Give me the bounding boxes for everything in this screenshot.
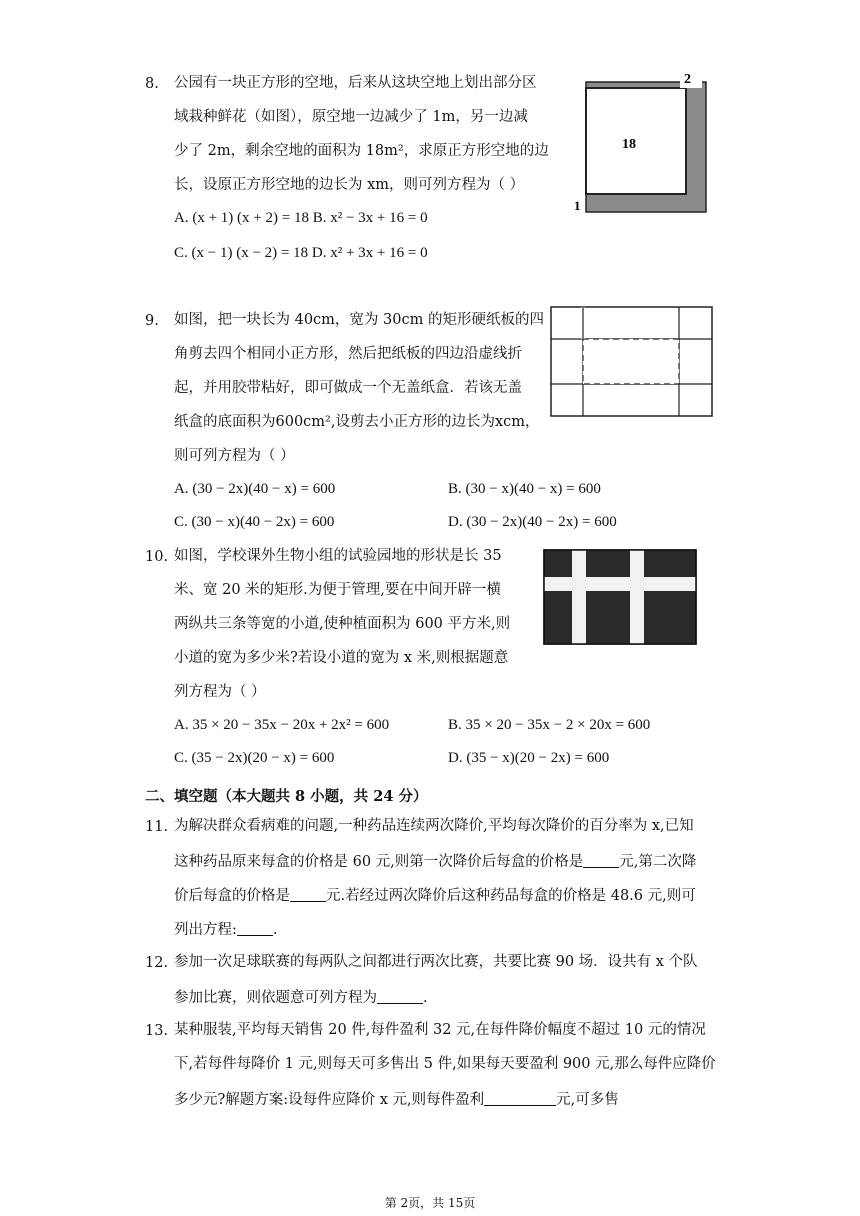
question-12-line-2-end: . bbox=[423, 990, 428, 1006]
question-9-option-c: C. (30 − x)(40 − 2x) = 600 bbox=[174, 514, 335, 530]
question-9-option-a: A. (30 − 2x)(40 − x) = 600 bbox=[174, 481, 336, 497]
question-9-text-line-3: 起，并用胶带粘好，即可做成一个无盖纸盒．若该无盖 bbox=[174, 380, 522, 396]
question-13-line-3-start: 多少元?解题方案:设每件应降价 x 元,则每件盈利 bbox=[174, 1092, 485, 1108]
question-13-text-line-2: 下,若每件每降价 1 元,则每天可多售出 5 件,如果每天要盈利 900 元,那么每件应降价 bbox=[174, 1056, 716, 1072]
question-12-text-line-1: 参加一次足球联赛的每两队之间都进行两次比赛，共要比赛 90 场．设共有 x 个队 bbox=[174, 954, 698, 970]
question-8-figure bbox=[574, 70, 708, 214]
question-10-text-line-1: 如图，学校课外生物小组的试验园地的形状是长 35 bbox=[174, 548, 502, 564]
question-8-number: 8. bbox=[145, 76, 159, 92]
question-11-line-2-end: 元,第二次降 bbox=[619, 854, 697, 870]
question-9-figure bbox=[550, 306, 714, 418]
question-9-option-d: D. (30 − 2x)(40 − 2x) = 600 bbox=[448, 514, 617, 530]
question-9-number: 9. bbox=[145, 313, 159, 329]
question-11-text-line-1: 为解决群众看病难的问题,一种药品连续两次降价,平均每次降价的百分率为 x,已知 bbox=[174, 818, 694, 834]
question-11-text-line-2 bbox=[174, 853, 696, 870]
question-10-text-line-4: 小道的宽为多少米?若设小道的宽为 x 米,则根据题意 bbox=[174, 650, 509, 666]
question-12-text-line-2 bbox=[174, 989, 428, 1006]
question-8-text-line-2: 域栽种鲜花（如图），原空地一边减少了 1m，另一边减 bbox=[174, 109, 528, 125]
question-8-text-line-4: 长，设原正方形空地的边长为 xm，则可列方程为（ ） bbox=[174, 177, 525, 193]
question-11-text-line-4 bbox=[174, 921, 278, 938]
question-9-text-line-2: 角剪去四个相同小正方形，然后把纸板的四边沿虚线折 bbox=[174, 346, 522, 362]
question-9-text-line-5: 则可列方程为（ ） bbox=[174, 448, 295, 464]
question-13-text-line-1: 某种服装,平均每天销售 20 件,每件盈利 32 元,在每件降价幅度不超过 10 元的情况 bbox=[174, 1022, 706, 1038]
question-10-option-a: A. 35 × 20 − 35x − 20x + 2x² = 600 bbox=[174, 717, 390, 733]
question-10-option-d: D. (35 − x)(20 − 2x) = 600 bbox=[448, 750, 610, 766]
question-12-number: 12. bbox=[145, 955, 169, 971]
question-8-text-line-3: 少了 2m，剩余空地的面积为 18m²，求原正方形空地的边 bbox=[174, 143, 549, 159]
question-9-text-line-4: 纸盒的底面积为600cm²,设剪去小正方形的边长为xcm， bbox=[174, 414, 540, 430]
question-11-number: 11. bbox=[145, 819, 169, 835]
question-10-option-c: C. (35 − 2x)(20 − x) = 600 bbox=[174, 750, 335, 766]
answer-blank-3[interactable] bbox=[237, 921, 273, 936]
question-10-text-line-5: 列方程为（ ） bbox=[174, 684, 266, 700]
question-11-line-3-end: 元.若经过两次降价后这种药品每盒的价格是 48.6 元,则可 bbox=[326, 888, 696, 904]
question-8-options-cd: C. (x − 1) (x − 2) = 18 D. x² + 3x + 16 = 0 bbox=[174, 245, 428, 261]
answer-blank-1[interactable] bbox=[583, 853, 619, 868]
question-11-line-4-end: . bbox=[272, 922, 278, 938]
question-8-options-ab: A. (x + 1) (x + 2) = 18 B. x² − 3x + 16 = 0 bbox=[174, 210, 428, 226]
question-11-text-line-3 bbox=[174, 887, 696, 904]
question-10-figure bbox=[543, 549, 697, 645]
figure-label-2: 2 bbox=[684, 72, 691, 87]
question-12-line-2-start: 参加比赛，则依题意可列方程为 bbox=[174, 990, 377, 1006]
question-10-number: 10. bbox=[145, 549, 169, 565]
question-11-line-2-start: 这种药品原来每盒的价格是 60 元,则第一次降价后每盒的价格是 bbox=[174, 854, 584, 870]
answer-blank-2[interactable] bbox=[290, 887, 326, 902]
question-13-text-line-3 bbox=[174, 1091, 619, 1108]
figure-label-18: 18 bbox=[622, 137, 636, 152]
question-8-text-line-1: 公园有一块正方形的空地，后来从这块空地上划出部分区 bbox=[174, 75, 537, 91]
question-11-line-4-start: 列出方程: bbox=[174, 922, 237, 938]
question-9-text-line-1: 如图，把一块长为 40cm，宽为 30cm 的矩形硬纸板的四 bbox=[174, 312, 544, 328]
question-10-option-b: B. 35 × 20 − 35x − 2 × 20x = 600 bbox=[448, 717, 651, 733]
question-10-text-line-3: 两纵共三条等宽的小道,使种植面积为 600 平方米,则 bbox=[174, 616, 511, 632]
question-11-line-3-start: 价后每盒的价格是 bbox=[174, 888, 290, 904]
page-footer: 第 2页，共 15页 bbox=[384, 1196, 476, 1210]
answer-blank-4[interactable] bbox=[377, 989, 423, 1004]
question-10-text-line-2: 米、宽 20 米的矩形.为便于管理,要在中间开辟一横 bbox=[174, 582, 501, 598]
question-13-number: 13. bbox=[145, 1023, 169, 1039]
question-9-option-b: B. (30 − x)(40 − x) = 600 bbox=[448, 481, 601, 497]
question-13-line-3-end: 元,可多售 bbox=[556, 1092, 619, 1108]
figure-label-1: 1 bbox=[574, 198, 581, 213]
answer-blank-5[interactable] bbox=[484, 1091, 556, 1106]
section-2-heading: 二、填空题（本大题共 8 小题，共 24 分） bbox=[145, 788, 428, 805]
